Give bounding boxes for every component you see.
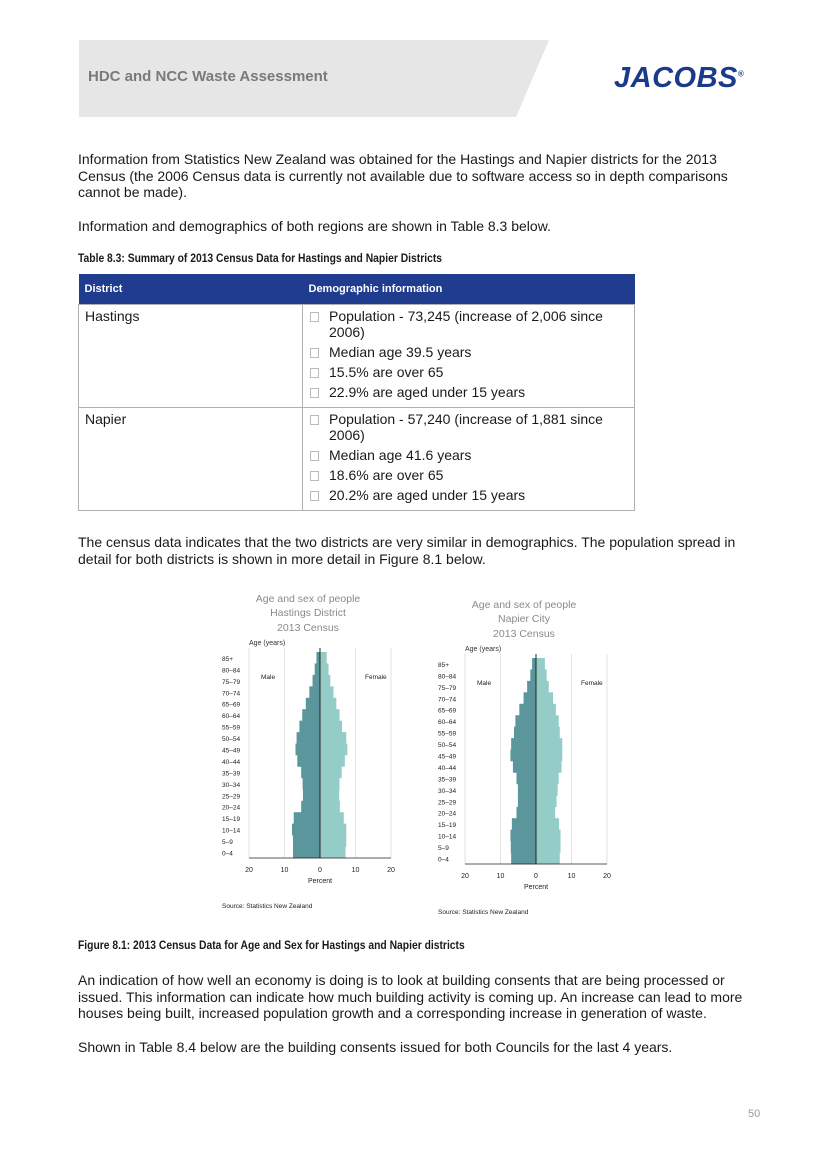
- jacobs-logo: [614, 62, 744, 95]
- male-bar: [514, 727, 536, 739]
- male-bar: [302, 709, 320, 721]
- male-bar: [296, 744, 320, 756]
- male-bar: [515, 715, 536, 727]
- x-axis-label: Percent: [307, 878, 333, 885]
- legend-female: Female: [581, 680, 603, 687]
- table-row: [79, 408, 635, 511]
- male-bar: [511, 853, 536, 865]
- chart-subtitle: Hastings District: [270, 607, 346, 619]
- y-tick-label: 40–44: [222, 758, 241, 766]
- female-bar: [536, 772, 559, 784]
- source-note: Source: Statistics New Zealand: [222, 903, 313, 910]
- list-item: 22.9% are aged under 15 years: [309, 384, 628, 400]
- male-bar: [297, 755, 320, 767]
- page-number: 50: [748, 1108, 761, 1120]
- y-tick-label: 50–54: [222, 736, 241, 744]
- y-tick-label: 20–24: [438, 810, 457, 818]
- list-item: 18.6% are over 65: [309, 467, 628, 483]
- male-bar: [301, 766, 320, 778]
- female-bar: [320, 732, 346, 744]
- female-bar: [320, 709, 340, 721]
- male-bar: [313, 675, 320, 687]
- female-bar: [320, 755, 345, 767]
- district-cell: Hastings: [79, 305, 303, 408]
- census-summary-table: [78, 274, 635, 511]
- y-tick-label: 85+: [222, 655, 234, 663]
- table-intro-paragraph: Information and demographics of both regions are shown in Table 8.3 below.: [78, 218, 551, 234]
- y-tick-label: 5–9: [222, 839, 233, 847]
- y-tick-label: 35–39: [222, 770, 241, 778]
- female-bar: [536, 818, 559, 830]
- y-tick-label: 60–64: [438, 719, 457, 727]
- female-bar: [320, 801, 340, 813]
- hastings-population-pyramid: [218, 588, 408, 914]
- male-bar: [510, 750, 536, 762]
- y-tick-label: 15–19: [438, 822, 457, 830]
- female-bar: [536, 738, 562, 750]
- x-axis-label: Percent: [523, 884, 549, 891]
- male-bar: [516, 772, 536, 784]
- female-bar: [536, 807, 555, 819]
- x-tick-label: 10: [567, 873, 576, 880]
- x-tick-label: 20: [603, 873, 611, 880]
- male-bar: [519, 704, 536, 716]
- y-tick-label: 35–39: [438, 776, 457, 784]
- female-bar: [536, 784, 558, 796]
- list-item: Population - 57,240 (increase of 1,881 since 2006): [309, 411, 628, 443]
- y-tick-label: 25–29: [222, 793, 241, 801]
- list-item: 20.2% are aged under 15 years: [309, 487, 628, 503]
- header-demographics: Demographic information: [303, 274, 635, 305]
- male-bar: [303, 789, 320, 801]
- logo-text: JACOBS: [614, 62, 738, 94]
- y-tick-label: 70–74: [222, 690, 241, 698]
- male-bar: [516, 807, 536, 819]
- male-bar: [293, 847, 320, 859]
- male-bar: [527, 681, 536, 693]
- y-tick-label: 20–24: [222, 804, 241, 812]
- female-bar: [536, 795, 557, 807]
- y-tick-label: 30–34: [438, 787, 457, 795]
- male-bar: [315, 663, 320, 675]
- female-bar: [320, 663, 329, 675]
- male-bar: [297, 732, 320, 744]
- y-tick-label: 10–14: [222, 827, 241, 835]
- female-bar: [320, 652, 327, 664]
- y-tick-label: 80–84: [222, 667, 241, 675]
- male-bar: [294, 812, 320, 824]
- male-bar: [518, 784, 536, 796]
- header-district: District: [79, 274, 303, 305]
- male-bar: [530, 669, 536, 681]
- chart-subtitle-year: 2013 Census: [493, 628, 555, 640]
- x-tick-label: 10: [280, 867, 289, 874]
- district-cell: Napier: [79, 408, 303, 511]
- female-bar: [320, 778, 340, 790]
- x-tick-label: 20: [245, 867, 253, 874]
- list-item: 15.5% are over 65: [309, 364, 628, 380]
- x-tick-label: 0: [318, 867, 322, 874]
- male-bar: [306, 698, 320, 710]
- y-tick-label: 0–4: [438, 856, 449, 864]
- legend-male: Male: [477, 680, 492, 687]
- female-bar: [536, 750, 562, 762]
- male-bar: [299, 721, 320, 733]
- female-bar: [536, 830, 560, 842]
- female-bar: [536, 681, 549, 693]
- female-bar: [320, 835, 346, 847]
- female-bar: [536, 704, 556, 716]
- male-bar: [532, 658, 536, 670]
- demographics-cell: [303, 408, 635, 511]
- y-tick-label: 75–79: [438, 684, 457, 692]
- y-tick-label: 75–79: [222, 678, 241, 686]
- figure-caption: Figure 8.1: 2013 Census Data for Age and Sex for Hastings and Napier districts: [78, 938, 465, 952]
- female-bar: [536, 727, 560, 739]
- legend-female: Female: [365, 674, 387, 681]
- y-tick-label: 55–59: [438, 730, 457, 738]
- y-tick-label: 85+: [438, 661, 450, 669]
- chart-title: Age and sex of people: [255, 593, 361, 605]
- x-tick-label: 0: [534, 873, 538, 880]
- x-tick-label: 10: [351, 867, 360, 874]
- male-bar: [293, 835, 320, 847]
- female-bar: [536, 658, 545, 670]
- y-tick-label: 45–49: [438, 753, 457, 761]
- y-tick-label: 60–64: [222, 713, 241, 721]
- female-bar: [320, 766, 342, 778]
- source-note: Source: Statistics New Zealand: [438, 909, 529, 916]
- y-tick-label: 55–59: [222, 724, 241, 732]
- female-bar: [536, 841, 560, 853]
- x-tick-label: 20: [461, 873, 469, 880]
- table-row: [79, 305, 635, 408]
- male-bar: [316, 652, 320, 664]
- female-bar: [536, 853, 560, 865]
- registered-mark: ®: [737, 69, 745, 79]
- y-axis-label: Age (years): [465, 646, 502, 653]
- chart-title: Age and sex of people: [471, 599, 577, 611]
- table-caption: Table 8.3: Summary of 2013 Census Data for Hastings and Napier Districts: [78, 251, 442, 265]
- legend-male: Male: [261, 674, 276, 681]
- intro-paragraph: Information from Statistics New Zealand was obtained for the Hastings and Napier districts for the 2013 Census (the 2006 Census data is currently not available due to software access so in depth comparisons cannot be made).: [78, 151, 728, 200]
- list-item: Median age 39.5 years: [309, 344, 628, 360]
- female-bar: [320, 789, 339, 801]
- y-tick-label: 65–69: [222, 701, 241, 709]
- y-tick-label: 80–84: [438, 673, 457, 681]
- chart-subtitle-year: 2013 Census: [277, 622, 339, 634]
- male-bar: [511, 738, 536, 750]
- male-bar: [510, 830, 536, 842]
- female-bar: [320, 744, 347, 756]
- table-header-row: [79, 274, 635, 305]
- y-tick-label: 65–69: [438, 707, 457, 715]
- y-tick-label: 45–49: [222, 747, 241, 755]
- y-tick-label: 25–29: [438, 799, 457, 807]
- list-item: Population - 73,245 (increase of 2,006 since 2006): [309, 308, 628, 340]
- female-bar: [536, 761, 562, 773]
- chart-subtitle: Napier City: [498, 613, 550, 625]
- male-bar: [512, 818, 536, 830]
- male-bar: [303, 778, 320, 790]
- male-bar: [309, 686, 320, 698]
- y-tick-label: 0–4: [222, 850, 233, 858]
- female-bar: [536, 692, 553, 704]
- female-bar: [536, 669, 547, 681]
- female-bar: [320, 686, 333, 698]
- y-tick-label: 10–14: [438, 833, 457, 841]
- female-bar: [536, 715, 559, 727]
- demographics-cell: [303, 305, 635, 408]
- male-bar: [292, 824, 320, 836]
- consents-paragraph: Shown in Table 8.4 below are the building consents issued for both Councils for the last 4 years.: [78, 1039, 673, 1055]
- female-bar: [320, 847, 346, 859]
- y-tick-label: 70–74: [438, 696, 457, 704]
- page-header-title: HDC and NCC Waste Assessment: [88, 68, 328, 85]
- y-tick-label: 5–9: [438, 845, 449, 853]
- x-tick-label: 20: [387, 867, 395, 874]
- y-tick-label: 40–44: [438, 764, 457, 772]
- y-tick-label: 30–34: [222, 781, 241, 789]
- female-bar: [320, 812, 344, 824]
- y-tick-label: 15–19: [222, 816, 241, 824]
- male-bar: [518, 795, 536, 807]
- y-axis-label: Age (years): [249, 640, 286, 647]
- female-bar: [320, 698, 336, 710]
- male-bar: [513, 761, 536, 773]
- demographics-list: [309, 308, 628, 400]
- demographics-list: [309, 411, 628, 503]
- x-tick-label: 10: [496, 873, 505, 880]
- male-bar: [524, 692, 536, 704]
- male-bar: [301, 801, 320, 813]
- male-bar: [511, 841, 536, 853]
- list-item: Median age 41.6 years: [309, 447, 628, 463]
- y-tick-label: 50–54: [438, 742, 457, 750]
- female-bar: [320, 721, 342, 733]
- female-bar: [320, 675, 330, 687]
- economy-paragraph: An indication of how well an economy is doing is to look at building consents that are being processed or issued. This information can indicate how much building activity is coming up. An increase can lead to more houses being built, increased population growth and a corresponding increase in generation of waste.: [78, 972, 743, 1021]
- female-bar: [320, 824, 346, 836]
- napier-population-pyramid: [434, 594, 624, 920]
- census-paragraph: The census data indicates that the two districts are very similar in demographics. The population spread in detail for both districts is shown in more detail in Figure 8.1 below.: [78, 534, 736, 567]
